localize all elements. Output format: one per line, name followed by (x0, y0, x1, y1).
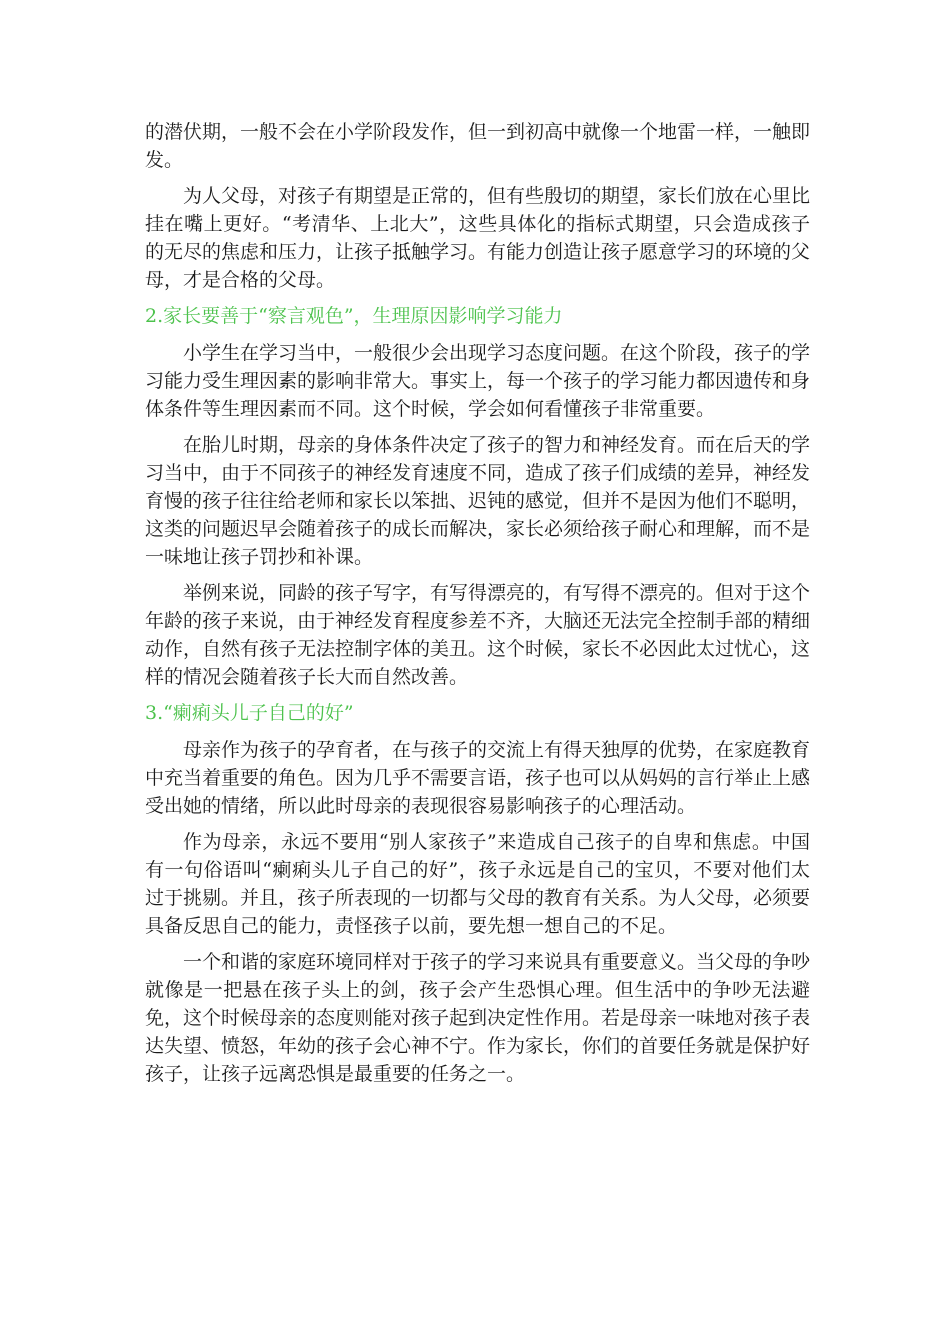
paragraph-learning-ability: 小学生在学习当中，一般很少会出现学习态度问题。在这个阶段，孩子的学习能力受生理因素的影响非常大。事实上，每一个孩子的学习能力都因遗传和身体条件等生理因素而不同。这个时候，学会如何看懂孩子非常重要。 (145, 342, 811, 420)
section-heading-3: 3.“瘌痢头儿子自己的好” (145, 702, 354, 724)
paragraph-handwriting-example: 举例来说，同龄的孩子写字，有写得漂亮的，有写得不漂亮的。但对于这个年龄的孩子来说，由于神经发育程度参差不齐，大脑还无法完全控制手部的精细动作，自然有孩子无法控制字体的美丑。这个时候，家长不必因此太过忧心，这样的情况会随着孩子长大而自然改善。 (145, 582, 811, 688)
section-heading-2: 2.家长要善于“察言观色”，生理原因影响学习能力 (145, 305, 563, 327)
paragraph-continuation: 的潜伏期，一般不会在小学阶段发作，但一到初高中就像一个地雷一样，一触即发。 (145, 121, 811, 171)
paragraph-comparison: 作为母亲，永远不要用“别人家孩子”来造成自己孩子的自卑和焦虑。中国有一句俗语叫“瘌痢头儿子自己的好”，孩子永远是自己的宝贝，不要对他们太过于挑剔。并且，孩子所表现的一切都与父母的教育有关系。为人父母，必须要具备反思自己的能力，责怪孩子以前，要先想一想自己的不足。 (145, 831, 811, 937)
paragraph-mother-role: 母亲作为孩子的孕育者，在与孩子的交流上有得天独厚的优势，在家庭教育中充当着重要的角色。因为几乎不需要言语，孩子也可以从妈妈的言行举止上感受出她的情绪，所以此时母亲的表现很容易影响孩子的心理活动。 (145, 739, 811, 817)
paragraph-parent-expectations: 为人父母，对孩子有期望是正常的，但有些殷切的期望，家长们放在心里比挂在嘴上更好。“考清华、上北大”，这些具体化的指标式期望，只会造成孩子的无尽的焦虑和压力，让孩子抵触学习。有能力创造让孩子愿意学习的环境的父母，才是合格的父母。 (145, 185, 811, 291)
paragraph-family-harmony: 一个和谐的家庭环境同样对于孩子的学习来说具有重要意义。当父母的争吵就像是一把悬在孩子头上的剑，孩子会产生恐惧心理。但生活中的争吵无法避免，这个时候母亲的态度则能对孩子起到决定性作用。若是母亲一味地对孩子表达失望、愤怒，年幼的孩子会心神不宁。作为家长，你们的首要任务就是保护好孩子，让孩子远离恐惧是最重要的任务之一。 (145, 951, 811, 1085)
paragraph-neural-development: 在胎儿时期，母亲的身体条件决定了孩子的智力和神经发育。而在后天的学习当中，由于不同孩子的神经发育速度不同，造成了孩子们成绩的差异，神经发育慢的孩子往往给老师和家长以笨拙、迟钝的感觉，但并不是因为他们不聪明，这类的问题迟早会随着孩子的成长而解决，家长必须给孩子耐心和理解，而不是一味地让孩子罚抄和补课。 (145, 434, 811, 568)
document-page (145, 118, 810, 1096)
